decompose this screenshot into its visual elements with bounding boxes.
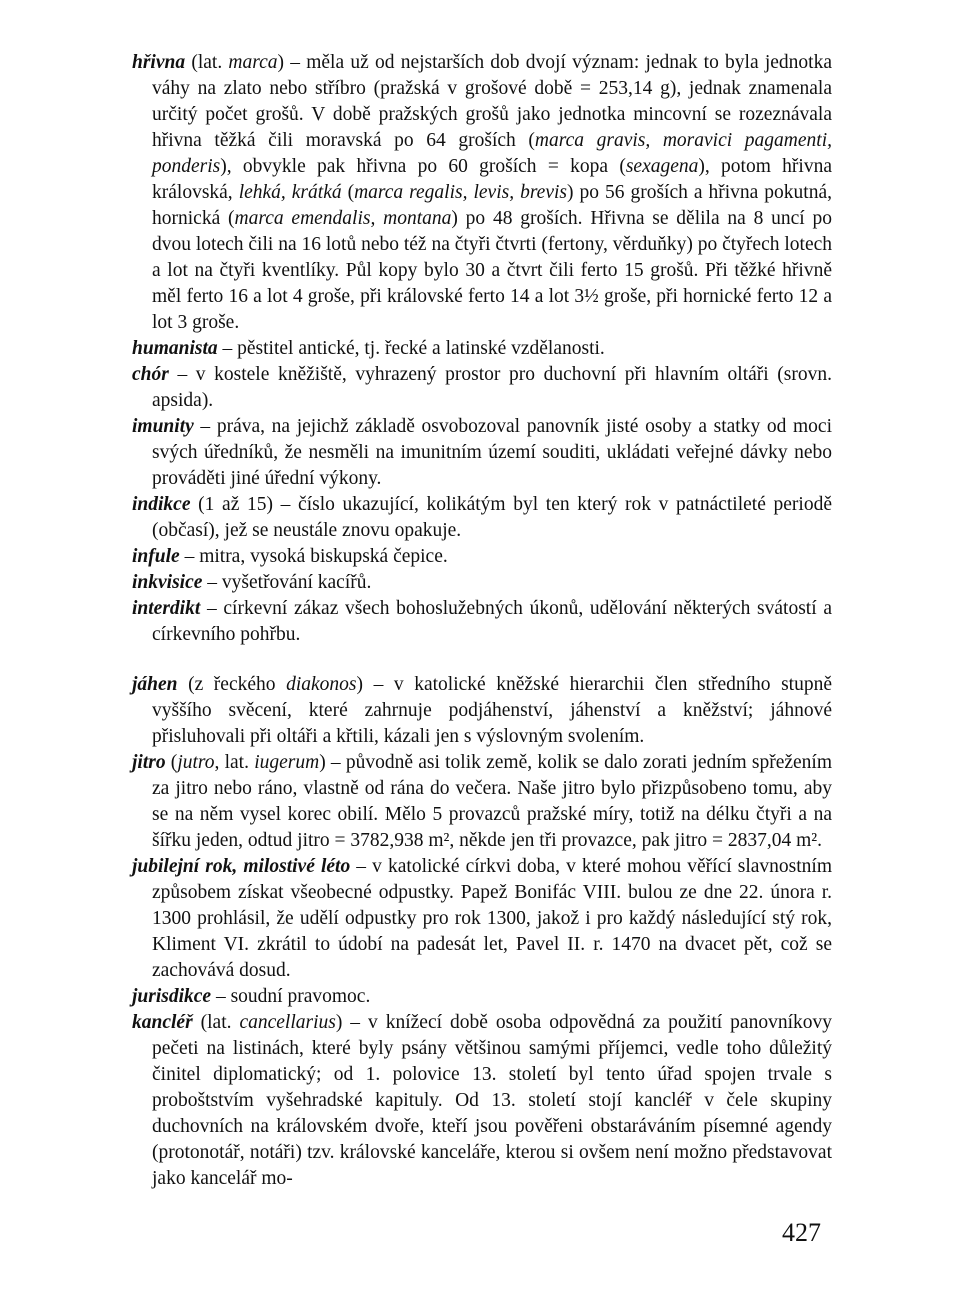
entry-text: ) po 48 groších. Hřivna se dělila na 8 uncí po dvou lotech čili na 16 lotů nebo též na čtyři čtvrti (fertony, věrduňky) po čtyřech lotech a lot na čtyři kventlíky. Půl kopy bylo 30 a čtvrt čili ferto 15 grošů. Při těžké hřivně měl ferto 16 a lot 4 groše, při královské ferto 14 a lot 3½ groše, při hornické ferto 12 a lot 3 groše. bbox=[152, 208, 832, 333]
entry-headword: interdikt bbox=[132, 598, 201, 619]
glossary-entry bbox=[132, 570, 832, 596]
entry-headword: imunity bbox=[132, 416, 194, 437]
italic-term: marca emendalis, montana bbox=[234, 208, 452, 229]
italic-term: jutro bbox=[177, 752, 215, 773]
entry-headword: kancléř bbox=[132, 1012, 193, 1033]
section-gap bbox=[132, 648, 832, 672]
page-number: 427 bbox=[782, 1218, 821, 1247]
glossary-entry bbox=[132, 336, 832, 362]
glossary-entry bbox=[132, 672, 832, 750]
entry-headword: inkvisice bbox=[132, 572, 203, 593]
entry-text: ) – v knížecí době osoba odpovědná za použití panovníkovy pečeti na listinách, které byly psány většinou samými příjemci, vedle toho důležitý činitel diplomatický; od 1. polovice 13. století byl tento úřad spojen trvale s proboštstvím vyšehradské kapituly. Od 13. století stojí kancléř v čele skupiny duchovních na královském dvoře, kteří jsou pověřeni obstaráváním písemné agendy (protonotář, notáři) tzv. královské kanceláře, kterou si ovšem není možno představovat jako kancelář mo- bbox=[152, 1012, 833, 1189]
entry-text: ), obvykle pak hřivna po 60 groších = kopa ( bbox=[220, 156, 626, 177]
italic-term: diakonos bbox=[286, 674, 357, 695]
glossary-entry bbox=[132, 492, 832, 544]
entry-text: – soudní pravomoc. bbox=[211, 986, 371, 1007]
entry-text: (lat. bbox=[192, 1012, 240, 1033]
entry-text: (lat. bbox=[185, 52, 229, 73]
entry-text: ( bbox=[341, 182, 355, 203]
entry-text: – vyšetřování kacířů. bbox=[202, 572, 372, 593]
entry-text: – v katolické církvi doba, v které mohou věřící slavnostním způsobem získat všeobecné odpustky. Papež Bonifác VIII. bulou ze dne 22. února r. 1300 prohlásil, že udělí odpustky pro rok 1300, jakož i pro každý následující stý rok, Kliment VI. zkrátil to údobí na padesát let, Pavel II. r. 1470 na dvacet pět, což se zachovává dosud. bbox=[152, 856, 833, 981]
italic-term: iugerum bbox=[254, 752, 320, 773]
italic-term: sexagena bbox=[625, 156, 699, 177]
entry-text: , lat. bbox=[214, 752, 255, 773]
entry-text: – pěstitel antické, tj. řecké a latinské vzdělanosti. bbox=[217, 338, 605, 359]
entry-text: (z řeckého bbox=[177, 674, 287, 695]
entry-headword: jubilejní rok, milostivé léto bbox=[132, 856, 351, 877]
entry-text: ( bbox=[165, 752, 178, 773]
glossary-entry bbox=[132, 984, 832, 1010]
entry-headword: chór bbox=[132, 364, 169, 385]
italic-term: marca gravis, moravici pagamenti, ponderis bbox=[152, 130, 832, 177]
entry-text: ), potom hřivna královská, bbox=[152, 156, 832, 203]
entry-headword: humanista bbox=[132, 338, 218, 359]
glossary-entry bbox=[132, 50, 832, 336]
entry-headword: hřivna bbox=[132, 52, 186, 73]
italic-term: marca regalis, levis, brevis bbox=[354, 182, 568, 203]
entry-text: – církevní zákaz všech bohoslužebných úkonů, udělování některých svátostí a církevního pohřbu. bbox=[152, 598, 832, 645]
glossary-entry bbox=[132, 750, 832, 854]
italic-term: lehká, krátká bbox=[238, 182, 342, 203]
entry-text: ) – měla už od nejstarších dob dvojí význam: jednak to byla jednotka váhy na zlato nebo stříbro (pražská v grošové době = 253,14 g), jednak znamenala určitý počet grošů. V době pražských grošů jako jednotka mincovní se rozeznávala hřivna těžká čili moravská po 64 groších ( bbox=[152, 52, 833, 151]
glossary-entry bbox=[132, 362, 832, 414]
glossary-entry bbox=[132, 544, 832, 570]
glossary-entry bbox=[132, 596, 832, 648]
entry-text: (1 až 15) – číslo ukazující, kolikátým byl ten který rok v patnáctileté periodě (občasí), jež se neustále znovu opakuje. bbox=[152, 494, 832, 541]
entry-text: – mitra, vysoká biskupská čepice. bbox=[179, 546, 448, 567]
italic-term: cancellarius bbox=[239, 1012, 336, 1033]
entry-headword: jurisdikce bbox=[132, 986, 212, 1007]
glossary-entry bbox=[132, 1010, 832, 1192]
entry-text: ) po 56 groších a hřivna pokutná, hornická ( bbox=[152, 182, 833, 229]
italic-term: marca bbox=[228, 52, 278, 73]
glossary-entry bbox=[132, 414, 832, 492]
entry-headword: jitro bbox=[132, 752, 166, 773]
entry-text: ) – v katolické kněžské hierarchii člen středního stupně vyššího svěcení, které zahrnuje podjáhenství, jáhenství a kněžství; jáhnové přisluhovali při oltáři a křtili, kázali jen s výslovným svolením. bbox=[152, 674, 833, 747]
entry-headword: indikce bbox=[132, 494, 191, 515]
entry-text: ) – původně asi tolik země, kolik se dalo zorati jedním spřežením za jitro nebo ráno, vlastně od rána do večera. Naše jitro bylo přizpůsobeno tomu, aby se na něm vysel korec obilí. Mělo 5 provazců pražské míry, totiž na délku čtyři a na šířku jeden, odtud jitro = 3782,938 m², někde jen tři provazce, pak jitro = 2837,04 m². bbox=[152, 752, 833, 851]
entry-text: – práva, na jejichž základě osvobozoval panovník jisté osoby a statky od moci svých úředníků, že nesměli na imunitním území souditi, ukládati veřejné dávky nebo prováděti jiné úřední výkony. bbox=[152, 416, 832, 489]
entry-text: – v kostele kněžiště, vyhrazený prostor pro duchovní při hlavním oltáři (srovn. apsida). bbox=[152, 364, 832, 411]
glossary-text bbox=[132, 50, 832, 1192]
entry-headword: jáhen bbox=[132, 674, 178, 695]
glossary-entry bbox=[132, 854, 832, 984]
entry-headword: infule bbox=[132, 546, 180, 567]
